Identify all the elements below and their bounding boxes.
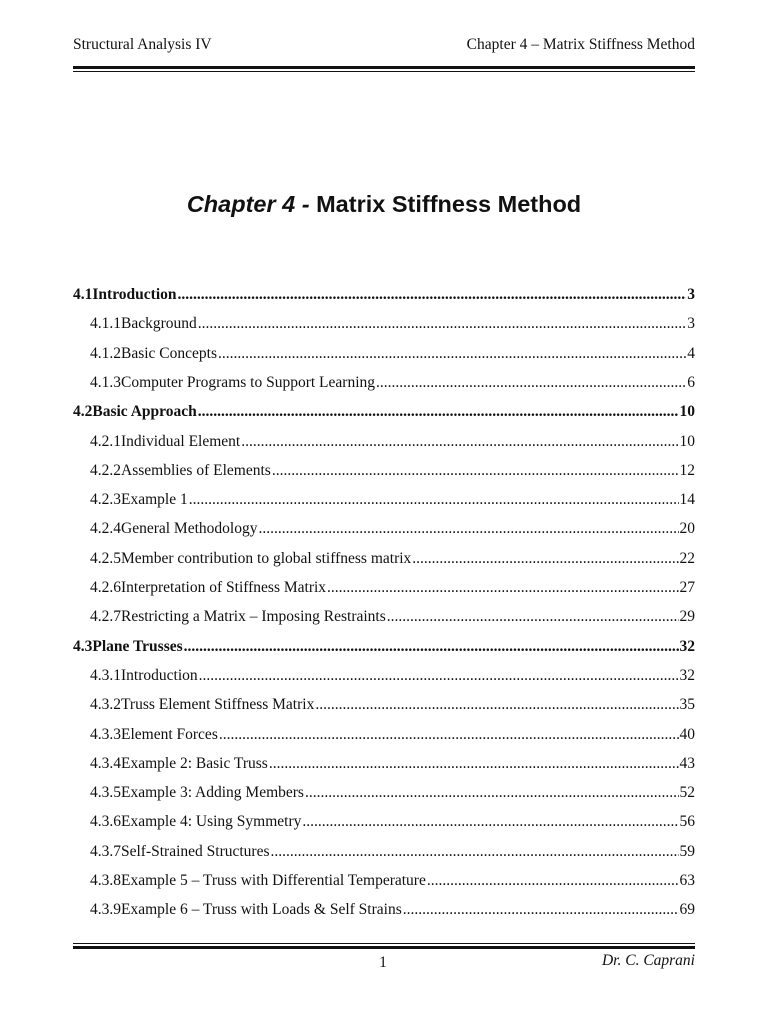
toc-leader-dots bbox=[184, 638, 679, 656]
toc-entry-number: 4.2.2 bbox=[90, 461, 121, 479]
toc-entry[interactable] bbox=[73, 433, 695, 451]
toc-leader-dots bbox=[412, 550, 678, 568]
header-chapter-title: Chapter 4 – Matrix Stiffness Method bbox=[466, 36, 695, 53]
toc-leader-dots bbox=[189, 491, 679, 509]
chapter-title bbox=[73, 191, 695, 218]
toc-entry-page: 32 bbox=[679, 666, 695, 684]
toc-entry-number: 4.3.2 bbox=[90, 696, 121, 714]
toc-entry-page: 52 bbox=[679, 784, 695, 802]
toc-leader-dots bbox=[269, 755, 679, 773]
toc-entry-label: Plane Trusses bbox=[92, 637, 183, 655]
toc-leader-dots bbox=[376, 374, 686, 392]
toc-entry-label: Example 2: Basic Truss bbox=[121, 754, 268, 772]
toc-leader-dots bbox=[427, 872, 679, 890]
toc-entry[interactable] bbox=[73, 813, 695, 831]
header-divider bbox=[73, 66, 695, 72]
toc-entry-page: 56 bbox=[679, 813, 695, 831]
toc-leader-dots bbox=[218, 345, 686, 363]
toc-entry-page: 10 bbox=[679, 403, 695, 421]
toc-entry-number: 4.2.4 bbox=[90, 520, 121, 538]
toc-leader-dots bbox=[387, 608, 679, 626]
chapter-title-lead: Chapter 4 - bbox=[186, 191, 317, 217]
toc-entry-page: 40 bbox=[679, 725, 695, 743]
toc-entry-number: 4.3.8 bbox=[90, 872, 121, 889]
toc-entry-number: 4.1.2 bbox=[90, 344, 121, 362]
toc-entry-page: 20 bbox=[679, 520, 695, 538]
toc-entry[interactable] bbox=[73, 520, 695, 538]
toc-leader-dots bbox=[258, 520, 678, 538]
toc-entry-label: Basic Concepts bbox=[121, 344, 217, 362]
toc-entry-page: 32 bbox=[679, 637, 695, 655]
toc-entry-label: Computer Programs to Support Learning bbox=[121, 373, 375, 391]
toc-leader-dots bbox=[302, 813, 678, 831]
toc-entry-page: 63 bbox=[679, 872, 695, 889]
toc-entry[interactable] bbox=[73, 901, 695, 919]
toc-entry-number: 4.3.4 bbox=[90, 754, 121, 772]
toc-entry-number: 4.2 bbox=[73, 403, 93, 421]
toc-entry[interactable] bbox=[73, 286, 695, 304]
toc-entry[interactable] bbox=[73, 872, 695, 890]
toc-entry-page: 3 bbox=[687, 286, 695, 303]
toc-entry-label: Introduction bbox=[121, 666, 198, 684]
toc-leader-dots bbox=[219, 726, 679, 744]
toc-entry[interactable] bbox=[73, 726, 695, 744]
toc-entry-number: 4.1.1 bbox=[90, 315, 121, 333]
toc-entry[interactable] bbox=[73, 315, 695, 333]
toc-entry-label: Example 4: Using Symmetry bbox=[121, 813, 302, 831]
toc-entry-label: Background bbox=[121, 315, 197, 333]
toc-entry[interactable] bbox=[73, 550, 695, 568]
toc-entry-page: 29 bbox=[679, 608, 695, 626]
toc-entry[interactable] bbox=[73, 667, 695, 685]
toc-entry-number: 4.3.6 bbox=[90, 813, 121, 831]
toc-leader-dots bbox=[198, 403, 679, 421]
toc-leader-dots bbox=[315, 696, 678, 714]
toc-entry-page: 14 bbox=[679, 491, 695, 509]
header-course-title: Structural Analysis IV bbox=[73, 36, 212, 53]
toc-entry-label: Self-Strained Structures bbox=[121, 842, 270, 860]
toc-entry-label: Element Forces bbox=[121, 725, 218, 743]
toc-entry-number: 4.1 bbox=[73, 286, 93, 303]
toc-entry-label: Restricting a Matrix – Imposing Restraints bbox=[121, 608, 386, 626]
toc-entry-number: 4.3.1 bbox=[90, 666, 121, 684]
toc-entry-number: 4.3.3 bbox=[90, 725, 121, 743]
toc-entry-page: 10 bbox=[679, 432, 695, 450]
toc-leader-dots bbox=[305, 784, 679, 802]
toc-entry-number: 4.2.7 bbox=[90, 608, 121, 626]
toc-leader-dots bbox=[198, 315, 686, 333]
toc-leader-dots bbox=[272, 462, 679, 480]
toc-entry-label: Interpretation of Stiffness Matrix bbox=[121, 579, 327, 596]
toc-entry-number: 4.3 bbox=[73, 637, 93, 655]
toc-entry-label: Truss Element Stiffness Matrix bbox=[121, 696, 315, 714]
author-name: Dr. C. Caprani bbox=[601, 952, 695, 969]
toc-entry[interactable] bbox=[73, 374, 695, 392]
toc-entry[interactable] bbox=[73, 784, 695, 802]
footer-divider bbox=[73, 943, 695, 949]
toc-entry-page: 43 bbox=[679, 754, 695, 772]
toc-entry-page: 12 bbox=[679, 461, 695, 479]
toc-entry-page: 69 bbox=[679, 901, 695, 919]
toc-entry-label: Example 5 – Truss with Differential Temperature bbox=[121, 872, 426, 889]
toc-entry-number: 4.2.6 bbox=[90, 579, 121, 596]
running-header bbox=[73, 36, 695, 56]
toc-entry-label: Assemblies of Elements bbox=[121, 461, 271, 479]
toc-entry-page: 27 bbox=[679, 579, 695, 596]
toc-entry[interactable] bbox=[73, 491, 695, 509]
toc-entry-label: Basic Approach bbox=[92, 403, 197, 421]
toc-leader-dots bbox=[271, 843, 679, 861]
toc-entry-page: 6 bbox=[687, 373, 695, 391]
toc-leader-dots bbox=[241, 433, 678, 451]
toc-entry-number: 4.3.9 bbox=[90, 901, 121, 919]
toc-entry-page: 4 bbox=[687, 344, 695, 362]
toc-leader-dots bbox=[403, 901, 679, 919]
toc-entry-number: 4.3.5 bbox=[90, 784, 121, 802]
toc-entry-page: 3 bbox=[687, 315, 695, 333]
toc-entry-page: 22 bbox=[679, 549, 695, 567]
toc-entry[interactable] bbox=[73, 608, 695, 626]
toc-leader-dots bbox=[327, 579, 678, 597]
toc-entry[interactable] bbox=[73, 345, 695, 363]
toc-entry[interactable] bbox=[73, 755, 695, 773]
toc-entry[interactable] bbox=[73, 462, 695, 480]
toc-entry-page: 35 bbox=[679, 696, 695, 714]
toc-leader-dots bbox=[199, 667, 679, 685]
toc-entry-label: Member contribution to global stiffness matrix bbox=[121, 549, 412, 567]
toc-entry-label: Example 3: Adding Members bbox=[121, 784, 304, 802]
toc-entry-label: Introduction bbox=[92, 286, 177, 303]
toc-entry[interactable] bbox=[73, 638, 695, 656]
toc-entry[interactable] bbox=[73, 579, 695, 597]
toc-entry[interactable] bbox=[73, 403, 695, 421]
chapter-title-main: Matrix Stiffness Method bbox=[316, 191, 582, 217]
toc-entry-number: 4.3.7 bbox=[90, 842, 121, 860]
toc-entry-label: Example 6 – Truss with Loads & Self Strains bbox=[121, 901, 402, 919]
toc-entry-number: 4.2.3 bbox=[90, 491, 121, 509]
toc-entry-number: 4.2.1 bbox=[90, 432, 121, 450]
toc-entry-label: Example 1 bbox=[121, 491, 188, 509]
toc-entry-number: 4.1.3 bbox=[90, 373, 121, 391]
toc-entry-page: 59 bbox=[679, 842, 695, 860]
toc-entry-number: 4.2.5 bbox=[90, 549, 121, 567]
page-number: 1 bbox=[379, 954, 387, 971]
toc-entry[interactable] bbox=[73, 843, 695, 861]
toc-entry-label: General Methodology bbox=[121, 520, 258, 538]
toc-entry-label: Individual Element bbox=[121, 432, 241, 450]
toc-entry[interactable] bbox=[73, 696, 695, 714]
toc-leader-dots bbox=[178, 286, 687, 304]
